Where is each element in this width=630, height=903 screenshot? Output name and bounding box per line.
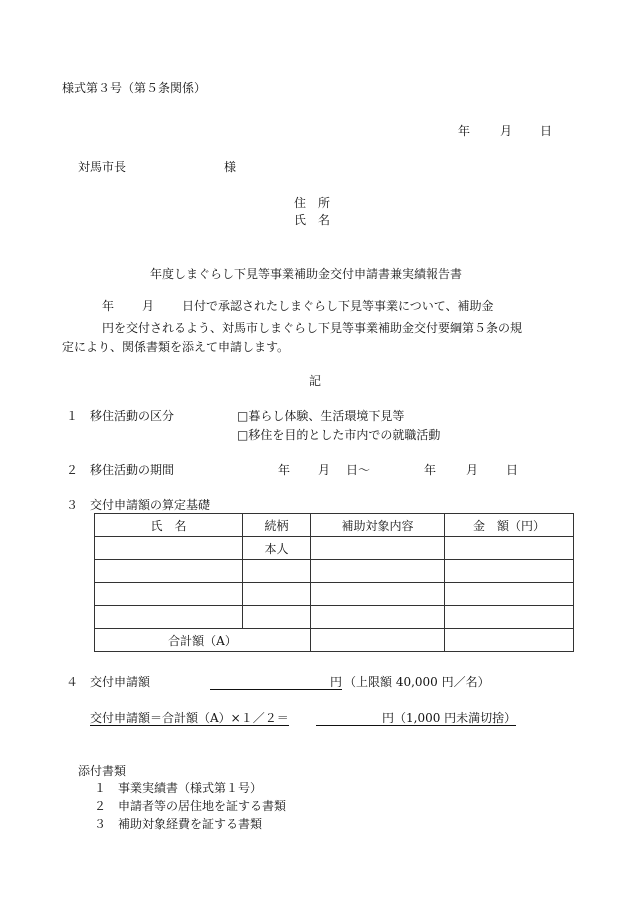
body-month: 月 xyxy=(142,299,155,313)
period-from-month: 月 xyxy=(318,463,331,477)
addressee-name: 対馬市長 xyxy=(78,160,127,174)
header-amount: 金 額（円） xyxy=(445,514,574,537)
relation-cell: 本人 xyxy=(243,537,311,560)
table-total-row xyxy=(95,629,574,652)
ki-heading: 記 xyxy=(309,374,322,388)
attachment-number: ３ xyxy=(94,817,107,831)
content-cell[interactable] xyxy=(311,560,445,583)
item2-label: 移住活動の期間 xyxy=(90,463,175,477)
item3-number: ３ xyxy=(66,498,79,512)
calculation-table xyxy=(94,513,574,652)
item3-label: 交付申請額の算定基礎 xyxy=(90,498,211,512)
amount-cell[interactable] xyxy=(445,560,574,583)
relation-cell[interactable] xyxy=(243,560,311,583)
body-line3: 定により、関係書類を添えて申請します。 xyxy=(62,340,290,354)
period-from-day: 日～ xyxy=(346,463,371,477)
item1-label: 移住活動の区分 xyxy=(90,409,175,423)
addressee-honorific: 様 xyxy=(224,160,237,174)
table-header-row xyxy=(95,514,574,537)
requested-amount-limit: （上限額 40,000 円／名） xyxy=(344,675,490,689)
table-row xyxy=(95,560,574,583)
requested-amount-field[interactable] xyxy=(210,675,330,690)
attachment-item: 補助対象経費を証する書類 xyxy=(118,817,263,831)
content-cell[interactable] xyxy=(311,583,445,606)
period-to-day: 日 xyxy=(506,463,519,477)
table-row xyxy=(95,537,574,560)
period-from-year: 年 xyxy=(278,463,291,477)
name-cell[interactable] xyxy=(95,537,243,560)
header-subsidy-content: 補助対象内容 xyxy=(311,514,445,537)
header-relation: 続柄 xyxy=(243,514,311,537)
attachment-item: 申請者等の居住地を証する書類 xyxy=(118,799,287,813)
name-cell[interactable] xyxy=(95,606,243,629)
amount-cell[interactable] xyxy=(445,583,574,606)
body-year: 年 xyxy=(102,299,115,313)
relation-cell[interactable] xyxy=(243,583,311,606)
attachment-number: １ xyxy=(94,781,107,795)
formula-yen-note: 円（1,000 円未満切捨） xyxy=(382,711,517,725)
period-to-month: 月 xyxy=(466,463,479,477)
item2-number: ２ xyxy=(66,463,79,477)
table-row xyxy=(95,583,574,606)
name-cell[interactable] xyxy=(95,583,243,606)
date-day-label: 日 xyxy=(540,124,553,138)
item4-number: ４ xyxy=(66,675,79,689)
address-label: 住 所 xyxy=(294,196,331,210)
name-cell[interactable] xyxy=(95,560,243,583)
date-year-label: 年 xyxy=(458,124,471,138)
formula-text: 交付申請額＝合計額（A）×１／２＝ xyxy=(90,711,289,725)
checkbox-option-lifestyle-trial[interactable]: □暮らし体験、生活環境下見等 xyxy=(237,409,405,423)
amount-cell[interactable] xyxy=(445,606,574,629)
attachment-item: 事業実績書（様式第１号） xyxy=(118,781,263,795)
table-row xyxy=(95,606,574,629)
formula-amount-field[interactable] xyxy=(316,711,382,726)
document-title: 年度しまぐらし下見等事業補助金交付申請書兼実績報告書 xyxy=(150,267,463,281)
item1-number: １ xyxy=(66,409,79,423)
header-name: 氏 名 xyxy=(95,514,243,537)
content-cell[interactable] xyxy=(311,606,445,629)
total-content-cell xyxy=(311,629,445,652)
checkbox-option-job-hunting[interactable]: □移住を目的とした市内での就職活動 xyxy=(237,428,441,442)
content-cell[interactable] xyxy=(311,537,445,560)
form-number: 様式第３号（第５条関係） xyxy=(62,81,207,95)
body-line2: 円を交付されるよう、対馬市しまぐらし下見等事業補助金交付要綱第５条の規 xyxy=(102,321,523,335)
amount-cell[interactable] xyxy=(445,537,574,560)
requested-amount-yen: 円 xyxy=(330,675,343,689)
total-amount-cell[interactable] xyxy=(445,629,574,652)
attachments-heading: 添付書類 xyxy=(78,764,127,778)
item4-label: 交付申請額 xyxy=(90,675,151,689)
period-to-year: 年 xyxy=(424,463,437,477)
relation-cell[interactable] xyxy=(243,606,311,629)
attachment-number: ２ xyxy=(94,799,107,813)
name-label: 氏 名 xyxy=(294,213,331,227)
date-month-label: 月 xyxy=(500,124,513,138)
total-label: 合計額（A） xyxy=(95,629,311,652)
body-line1: 日付で承認されたしまぐらし下見等事業について、補助金 xyxy=(182,299,494,313)
